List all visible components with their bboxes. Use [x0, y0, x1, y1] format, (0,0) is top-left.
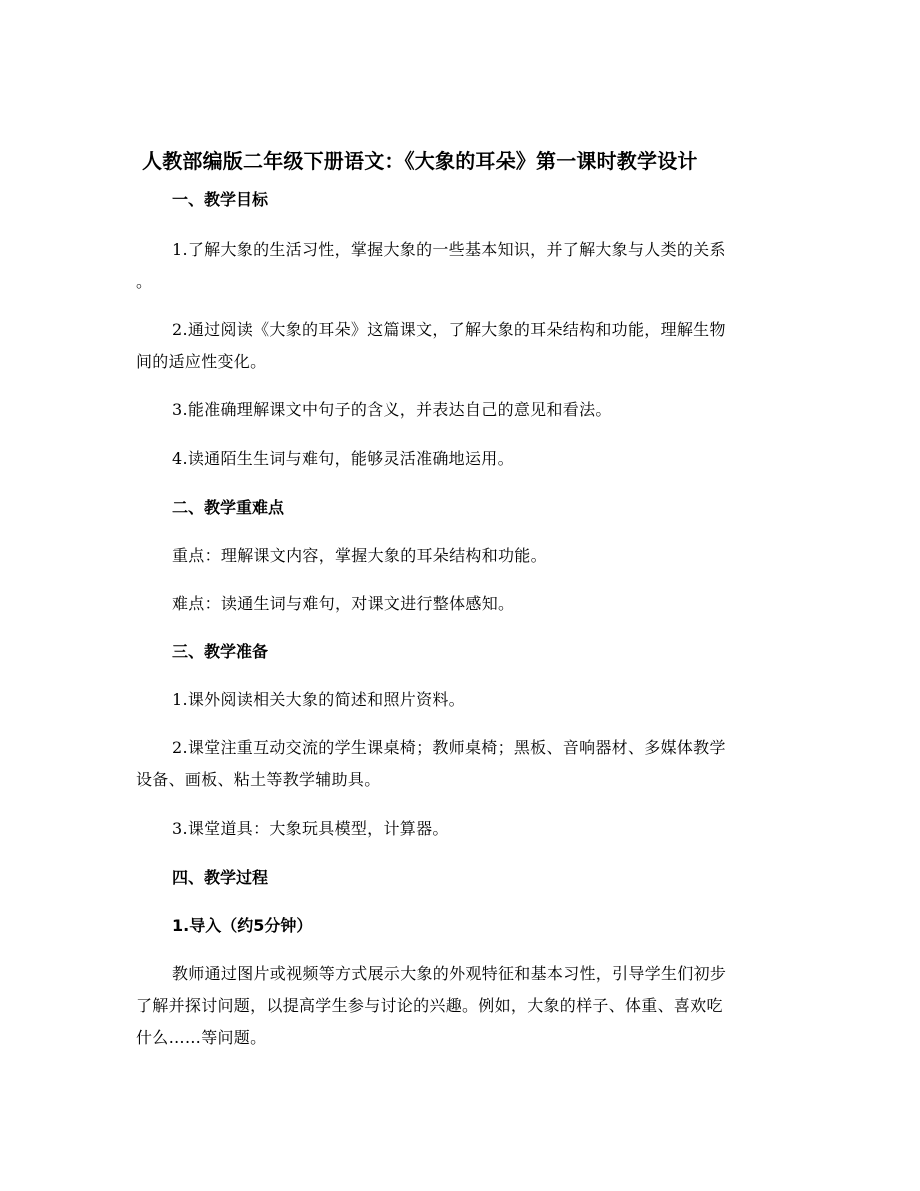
introduction-line-3: 什么……等问题。 — [136, 1028, 267, 1047]
section-heading-key-points: 二、教学重难点 — [172, 498, 285, 517]
key-point: 重点：理解课文内容，掌握大象的耳朵结构和功能。 — [172, 546, 547, 565]
difficult-point: 难点：读通生词与难句，对课文进行整体感知。 — [172, 594, 515, 613]
section-heading-preparation: 三、教学准备 — [172, 642, 269, 661]
subheading-introduction: 1.导入（约5分钟） — [172, 916, 313, 935]
introduction-line-1: 教师通过图片或视频等方式展示大象的外观特征和基本习性，引导学生们初步 — [172, 964, 727, 983]
objective-1-line-1: 1.了解大象的生活习性，掌握大象的一些基本知识，并了解大象与人类的关系 — [172, 240, 726, 259]
section-heading-objectives: 一、教学目标 — [172, 190, 269, 209]
objective-1-line-2: 。 — [136, 272, 153, 291]
preparation-3: 3.课堂道具：大象玩具模型，计算器。 — [172, 819, 449, 838]
preparation-1: 1.课外阅读相关大象的简述和照片资料。 — [172, 690, 465, 709]
objective-2-line-2: 间的适应性变化。 — [136, 352, 267, 371]
introduction-line-2: 了解并探讨问题，以提高学生参与讨论的兴趣。例如，大象的样子、体重、喜欢吃 — [136, 996, 723, 1015]
objective-3: 3.能准确理解课文中句子的含义，并表达自己的意见和看法。 — [172, 400, 612, 419]
section-heading-process: 四、教学过程 — [172, 868, 269, 887]
document-title: 人教部编版二年级下册语文：《大象的耳朵》第一课时教学设计 — [142, 149, 698, 173]
preparation-2-line-2: 设备、画板、粘土等教学辅助具。 — [136, 770, 381, 789]
preparation-2-line-1: 2.课堂注重互动交流的学生课桌椅；教师桌椅；黑板、音响器材、多媒体教学 — [172, 738, 726, 757]
objective-4: 4.读通陌生生词与难句，能够灵活准确地运用。 — [172, 449, 514, 468]
objective-2-line-1: 2.通过阅读《大象的耳朵》这篇课文，了解大象的耳朵结构和功能，理解生物 — [172, 320, 726, 339]
